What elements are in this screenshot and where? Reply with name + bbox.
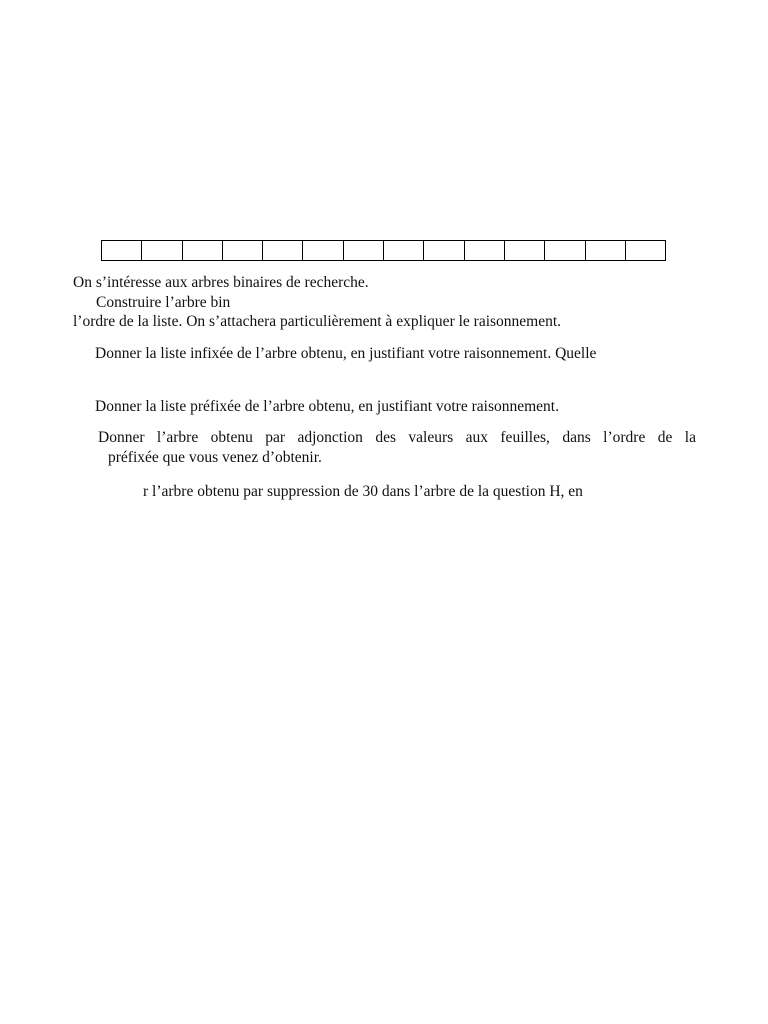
empty-value-cell (222, 241, 262, 261)
leaf-insertion-question-text: Donner l’arbre obtenu par adjonction des valeurs aux feuilles, dans l’ordre de la (98, 429, 696, 446)
empty-value-cell (263, 241, 303, 261)
infix-list-question-text: Donner la liste infixée de l’arbre obtenu, en justifiant votre raisonnement. Quelle (95, 345, 597, 362)
empty-value-cell (343, 241, 383, 261)
intro-text: On s’intéresse aux arbres binaires de recherche. (73, 274, 369, 291)
empty-value-cell (384, 241, 424, 261)
deletion-question-text: r l’arbre obtenu par suppression de 30 dans l’arbre de la question H, en (143, 483, 583, 500)
empty-value-cell (464, 241, 504, 261)
empty-value-cell (142, 241, 182, 261)
prefix-list-question-text: Donner la liste préfixée de l’arbre obtenu, en justifiant votre raisonnement. (95, 398, 559, 415)
empty-value-cell (504, 241, 544, 261)
empty-value-cell (303, 241, 343, 261)
empty-value-cell (182, 241, 222, 261)
empty-value-cell (102, 241, 142, 261)
value-list-row (102, 241, 666, 261)
empty-value-list-table (101, 240, 666, 261)
empty-value-cell (545, 241, 585, 261)
empty-value-cell (585, 241, 625, 261)
empty-value-cell (424, 241, 464, 261)
leaf-insertion-question-continued-text: préfixée que vous venez d’obtenir. (108, 449, 322, 466)
empty-value-cell (625, 241, 665, 261)
build-tree-question-continued-text: l’ordre de la liste. On s’attachera particulièrement à expliquer le raisonnement. (73, 313, 562, 330)
build-tree-question-text: Construire l’arbre bin (96, 294, 231, 311)
